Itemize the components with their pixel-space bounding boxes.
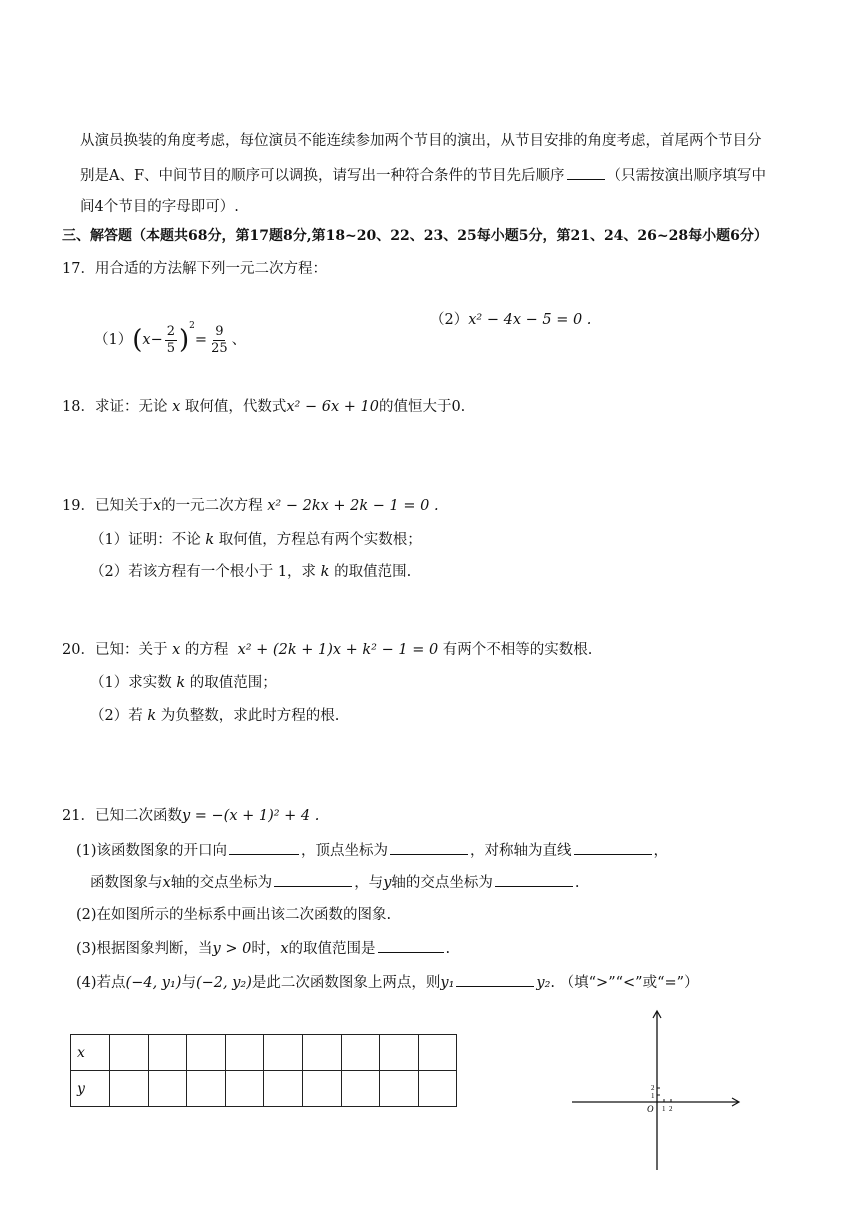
q21-function: y = −(x + 1)² + 4 . bbox=[181, 808, 320, 824]
fraction-denominator: 5 bbox=[166, 340, 176, 356]
q20-part2-b: 为负整数，求此时方程的根. bbox=[160, 708, 340, 724]
q21-text-a: 21．已知二次函数 bbox=[62, 808, 182, 824]
table-row-x bbox=[71, 1035, 457, 1071]
table-row-y bbox=[71, 1071, 457, 1107]
q21-y1: y₁ bbox=[440, 975, 455, 991]
table-cell[interactable] bbox=[418, 1035, 457, 1071]
right-paren: ) bbox=[179, 325, 190, 355]
intro-line-2 bbox=[80, 165, 766, 186]
table-header-x: x bbox=[71, 1035, 110, 1071]
q18-text-a: 18．求证：无论 bbox=[62, 399, 168, 415]
q19-part2 bbox=[90, 562, 411, 582]
q21-part4-c: 是此二次函数图象上两点，则 bbox=[251, 975, 441, 991]
intro-line-1: 从演员换装的角度考虑，每位演员不能连续参加两个节目的演出，从节目安排的角度考虑，首尾两个节目分 bbox=[80, 133, 762, 149]
table-cell[interactable] bbox=[380, 1071, 419, 1107]
q21-part3-d: . bbox=[445, 941, 451, 957]
table-cell[interactable] bbox=[380, 1035, 419, 1071]
table-cell[interactable] bbox=[110, 1035, 149, 1071]
q21-part1-h: 轴的交点坐标为 bbox=[391, 875, 493, 891]
q21-part3 bbox=[76, 938, 450, 959]
fraction-2-5 bbox=[165, 324, 177, 357]
q19-stem bbox=[62, 496, 439, 516]
q20-equation: x² + (2k + 1)x + k² − 1 = 0 bbox=[237, 642, 439, 658]
table-cell[interactable] bbox=[187, 1071, 226, 1107]
q17-part1-end: 、 bbox=[231, 332, 247, 348]
table-cell[interactable] bbox=[110, 1071, 149, 1107]
q20-part2-a: （2）若 bbox=[90, 708, 143, 724]
answer-blank-compare[interactable] bbox=[456, 972, 534, 987]
q21-stem bbox=[62, 806, 319, 826]
q20-part1-b: 的取值范围； bbox=[189, 675, 277, 691]
q21-part4-a: (4)若点 bbox=[76, 975, 126, 991]
answer-blank-x-intercepts[interactable] bbox=[274, 872, 352, 887]
q17-part2-label: （2） bbox=[430, 312, 469, 328]
fraction-numerator: 2 bbox=[166, 323, 176, 339]
answer-blank-axis[interactable] bbox=[574, 840, 652, 855]
q19-text-b: 的一元二次方程 bbox=[161, 498, 263, 514]
answer-blank-y-intercept[interactable] bbox=[495, 872, 573, 887]
table-cell[interactable] bbox=[341, 1071, 380, 1107]
q21-part1-f: 轴的交点坐标为 bbox=[170, 875, 273, 891]
q21-part1-g: ，与 bbox=[354, 875, 384, 891]
q21-condition: y > 0 bbox=[212, 941, 252, 957]
q19-var-k: k bbox=[205, 532, 215, 548]
coordinate-axes[interactable] bbox=[568, 1008, 748, 1174]
q21-var-x: x bbox=[162, 875, 171, 891]
fraction-denominator: 25 bbox=[211, 340, 228, 356]
q20-stem bbox=[62, 640, 592, 660]
table-cell[interactable] bbox=[187, 1035, 226, 1071]
q17-var-x: x bbox=[142, 332, 151, 348]
q19-part2-a: （2）若该方程有一个根小于 1，求 bbox=[90, 564, 317, 580]
q18-expression: x² − 6x + 10 bbox=[286, 399, 379, 415]
section-heading: 三、解答题（本题共68分，第17题8分,第18~20、22、23、25每小题5分，第21、24、26~28每小题6分） bbox=[62, 228, 768, 244]
q21-part1-i: . bbox=[574, 875, 580, 891]
table-cell[interactable] bbox=[341, 1035, 380, 1071]
q20-text-a: 20．已知：关于 bbox=[62, 642, 168, 658]
fraction-numerator: 9 bbox=[215, 323, 224, 339]
q21-part1-a: (1)该函数图象的开口向 bbox=[76, 843, 228, 859]
table-cell[interactable] bbox=[418, 1071, 457, 1107]
q19-part1 bbox=[90, 530, 422, 550]
answer-blank-direction[interactable] bbox=[229, 840, 299, 855]
q21-part3-a: (3)根据图象判断，当 bbox=[76, 941, 213, 957]
q20-var-x: x bbox=[172, 642, 181, 658]
table-cell[interactable] bbox=[225, 1035, 264, 1071]
q19-var-k2: k bbox=[320, 564, 330, 580]
exponent: 2 bbox=[189, 321, 195, 331]
origin-label: O bbox=[647, 1104, 654, 1114]
table-cell[interactable] bbox=[148, 1035, 187, 1071]
q20-var-k2: k bbox=[147, 708, 157, 724]
table-cell[interactable] bbox=[225, 1071, 264, 1107]
q19-var-x: x bbox=[152, 498, 162, 514]
intro-line-2-text: 别是A、F、中间节目的顺序可以调换，请写出一种符合条件的节目先后顺序 bbox=[80, 168, 565, 184]
q21-part3-b: 时， bbox=[251, 941, 281, 957]
q17-part1-label: （1） bbox=[94, 332, 133, 348]
value-table bbox=[70, 1034, 457, 1107]
q19-text-a: 19．已知关于 bbox=[62, 498, 153, 514]
y-tick-label-2: 2 bbox=[651, 1084, 655, 1092]
q21-part4 bbox=[76, 972, 699, 993]
q17-minus: − bbox=[150, 332, 163, 348]
x-tick-label-1: 1 bbox=[662, 1105, 666, 1113]
q21-part2: (2)在如图所示的坐标系中画出该二次函数的图象. bbox=[76, 907, 392, 923]
q17-stem: 17．用合适的方法解下列一元二次方程： bbox=[62, 261, 327, 277]
equals-sign: = bbox=[194, 332, 208, 348]
table-cell[interactable] bbox=[302, 1071, 341, 1107]
table-header-y: y bbox=[71, 1071, 110, 1107]
q20-text-b: 的方程 bbox=[184, 642, 229, 658]
q20-part1 bbox=[90, 673, 277, 693]
y-tick-label-1: 1 bbox=[651, 1092, 655, 1100]
q17-part1 bbox=[94, 308, 247, 356]
q18-var-x: x bbox=[172, 399, 181, 415]
table-cell[interactable] bbox=[264, 1035, 303, 1071]
intro-line-2-tail: （只需按演出顺序填写中 bbox=[606, 168, 767, 184]
answer-blank-x-range[interactable] bbox=[378, 938, 444, 953]
intro-line-3: 间4个节目的字母即可）. bbox=[80, 199, 239, 215]
q21-part4-d: . （填“>”“<”或“=”） bbox=[550, 975, 699, 991]
q18-text-b: 取何值，代数式 bbox=[184, 399, 287, 415]
table-cell[interactable] bbox=[264, 1071, 303, 1107]
x-tick-label-2: 2 bbox=[669, 1105, 673, 1113]
answer-blank-vertex[interactable] bbox=[390, 840, 468, 855]
q21-part1-c: ，对称轴为直线 bbox=[470, 843, 572, 859]
q17-part2 bbox=[430, 310, 591, 330]
q18-text-c: 的值恒大于0. bbox=[378, 399, 466, 415]
q21-part4-b: 与 bbox=[181, 975, 196, 991]
q20-part1-a: （1）求实数 bbox=[90, 675, 172, 691]
q21-part1-e: 函数图象与 bbox=[90, 875, 163, 891]
q21-part1 bbox=[76, 840, 668, 861]
q21-var-x2: x bbox=[280, 941, 289, 957]
q21-y2: y₂ bbox=[536, 975, 551, 991]
q21-part1-cont bbox=[90, 872, 580, 893]
left-paren: ( bbox=[132, 325, 143, 355]
fraction-9-25 bbox=[209, 324, 230, 357]
q18 bbox=[62, 397, 465, 417]
q17-part2-equation: x² − 4x − 5 = 0 . bbox=[468, 312, 592, 328]
q21-var-y: y bbox=[383, 875, 392, 891]
q21-part1-d: ， bbox=[653, 843, 669, 859]
table-cell[interactable] bbox=[148, 1071, 187, 1107]
q19-equation: x² − 2kx + 2k − 1 = 0 . bbox=[267, 498, 439, 514]
answer-blank-order[interactable] bbox=[567, 165, 605, 180]
q20-var-k: k bbox=[176, 675, 186, 691]
q21-point-2: (−2, y₂) bbox=[195, 975, 252, 991]
q19-part1-b: 取何值，方程总有两个实数根； bbox=[218, 532, 422, 548]
q21-part1-b: ，顶点坐标为 bbox=[301, 843, 389, 859]
table-cell[interactable] bbox=[302, 1035, 341, 1071]
q20-part2 bbox=[90, 706, 339, 726]
q19-part2-b: 的取值范围. bbox=[334, 564, 412, 580]
q21-part3-c: 的取值范围是 bbox=[288, 941, 376, 957]
q19-part1-a: （1）证明：不论 bbox=[90, 532, 201, 548]
q21-point-1: (−4, y₁) bbox=[125, 975, 182, 991]
q20-text-c: 有两个不相等的实数根. bbox=[442, 642, 593, 658]
